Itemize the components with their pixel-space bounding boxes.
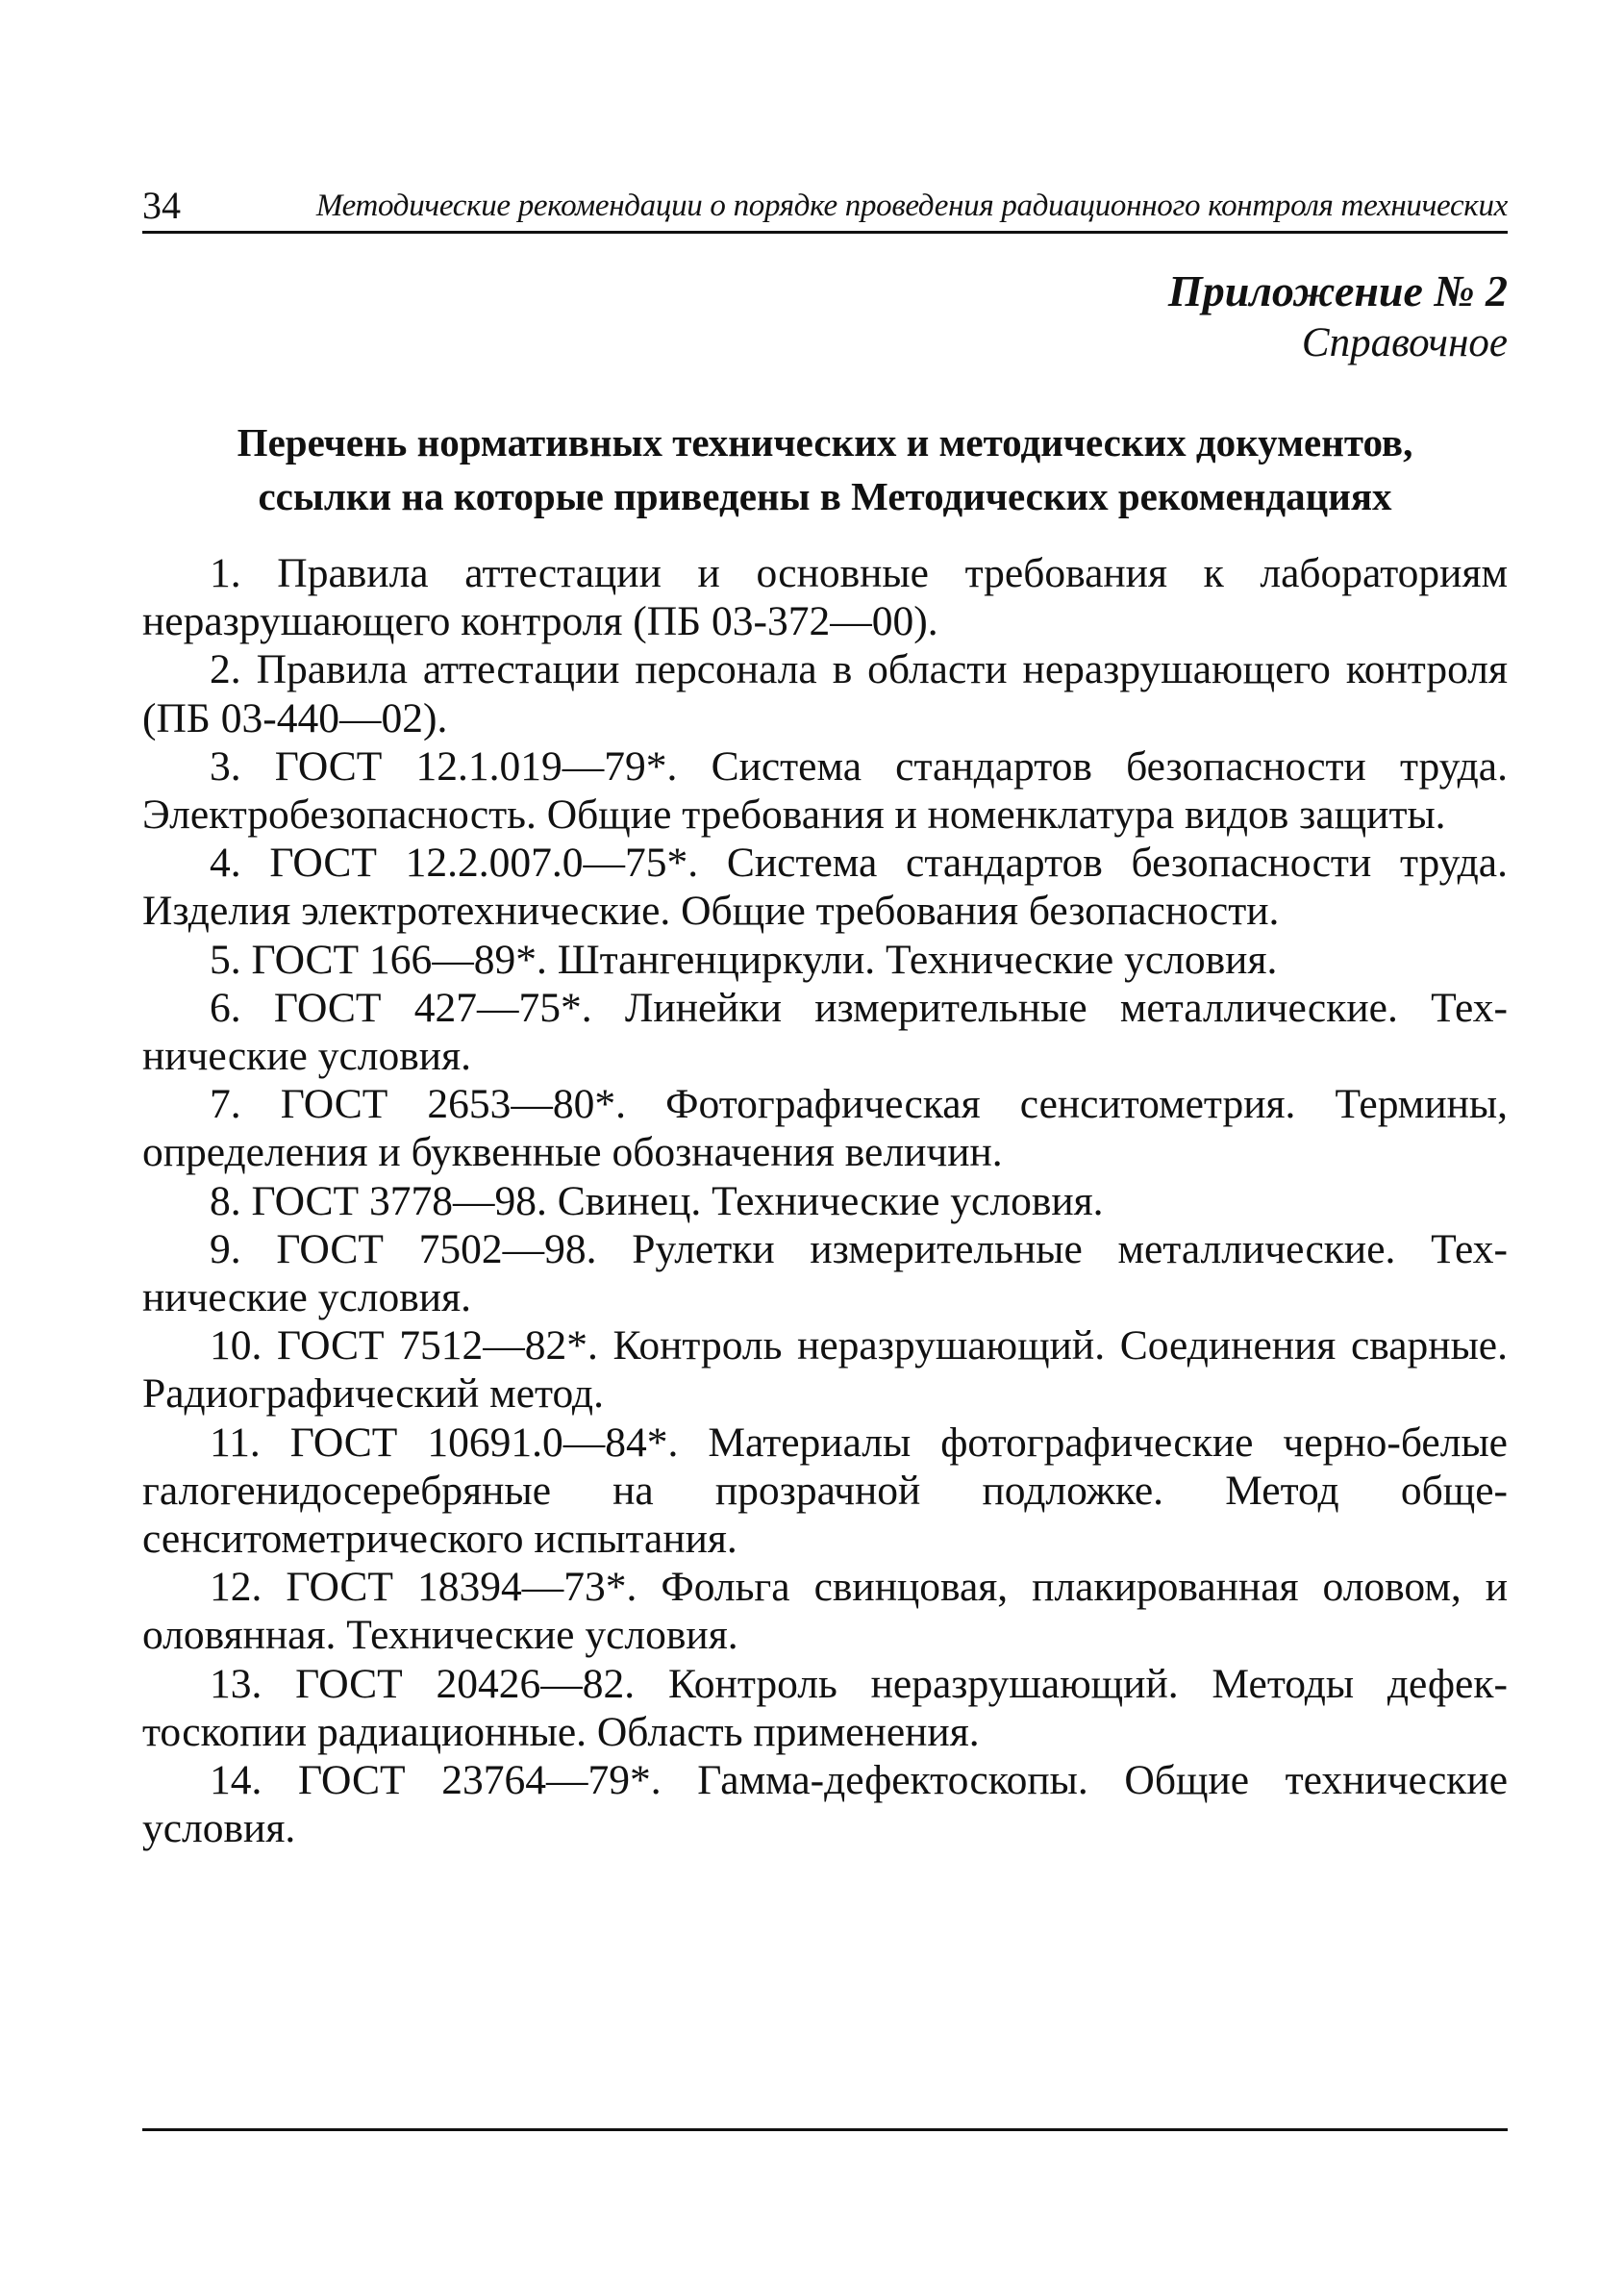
- reference-item-14: 14. ГОСТ 23764—79*. Гамма-дефектоскопы. Общие технические условия.: [142, 1757, 1508, 1852]
- reference-item-2: 2. Правила аттестации персонала в области неразрушающего контроля (ПБ 03-440—02).: [142, 646, 1508, 741]
- running-header-title: Методические рекомендации о порядке проведения радиационного контроля технических: [315, 188, 1508, 223]
- reference-item-13: 13. ГОСТ 20426—82. Контроль неразрушающий. Методы дефектоскопии радиационные. Область применения.: [142, 1660, 1508, 1755]
- reference-item-12: 12. ГОСТ 18394—73*. Фольга свинцовая, плакированная оловом, и оловянная. Технические условия.: [142, 1564, 1508, 1659]
- page-number: 34: [142, 184, 181, 227]
- running-header: [142, 181, 1508, 234]
- reference-item-7: 7. ГОСТ 2653—80*. Фотографическая сенситометрия. Термины, определения и буквенные обозначения величин.: [142, 1081, 1508, 1176]
- reference-item-3: 3. ГОСТ 12.1.019—79*. Система стандартов безопасности труда. Электробезопасность. Общие требования и номенклатура видов защиты.: [142, 742, 1508, 839]
- reference-item-9: 9. ГОСТ 7502—98. Рулетки измерительные металлические. Технические условия.: [142, 1225, 1508, 1321]
- reference-item-1: 1. Правила аттестации и основные требования к лабораториям неразрушающего контроля (ПБ 03-372—00).: [142, 550, 1508, 645]
- document-title-line-2: ссылки на которые приведены в Методических рекомендациях: [258, 474, 1392, 518]
- appendix-label: Приложение № 2: [1167, 266, 1508, 315]
- appendix-type: Справочное: [1301, 320, 1508, 365]
- reference-item-6: 6. ГОСТ 427—75*. Линейки измерительные металлические. Технические условия.: [142, 984, 1508, 1080]
- footer-divider: [142, 2128, 1508, 2131]
- reference-item-11: 11. ГОСТ 10691.0—84*. Материалы фотографические черно-белые галогенидосеребряные на прозрачной подложке. Метод общесенситометрического испытания.: [142, 1419, 1508, 1563]
- reference-item-5: 5. ГОСТ 166—89*. Штангенциркули. Технические условия.: [210, 936, 1278, 983]
- reference-item-8: 8. ГОСТ 3778—98. Свинец. Технические условия.: [210, 1177, 1104, 1224]
- document-title-line-1: Перечень нормативных технических и методических документов,: [237, 420, 1413, 465]
- reference-list: [142, 549, 1508, 1852]
- reference-item-4: 4. ГОСТ 12.2.007.0—75*. Система стандартов безопасности труда. Изделия электротехнические. Общие требования безопасности.: [142, 840, 1508, 935]
- document-title: [142, 415, 1508, 523]
- reference-item-10: 10. ГОСТ 7512—82*. Контроль неразрушающий. Соединения сварные. Радиографический метод.: [142, 1322, 1508, 1418]
